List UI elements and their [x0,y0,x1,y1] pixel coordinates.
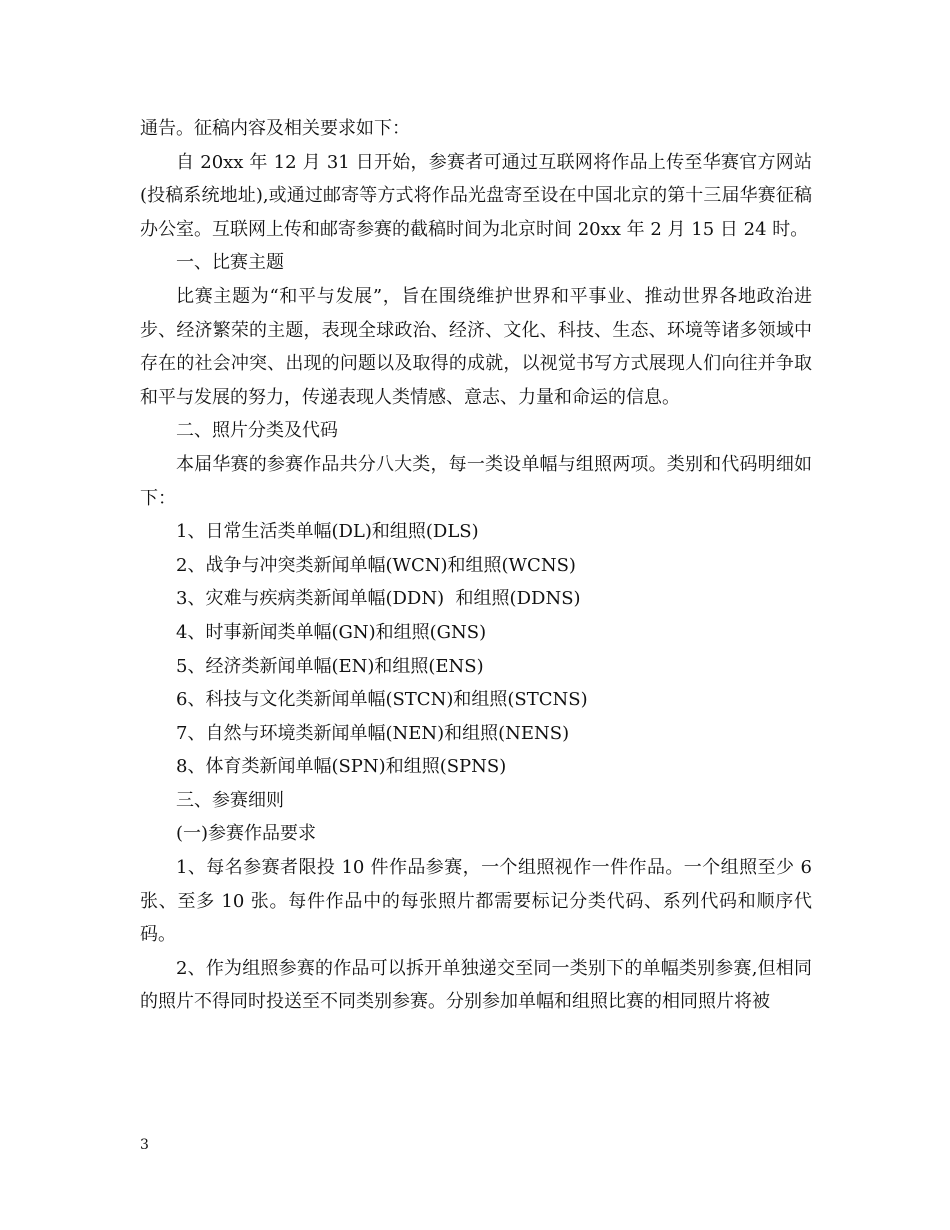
paragraph: 通告。征稿内容及相关要求如下： [140,118,410,139]
section-heading: 二、照片分类及代码 [176,420,338,442]
paragraph: 本届华赛的参赛作品共分八大类，每一类设单幅与组照两项。类别和代码明细如下： [140,453,812,509]
list-item: 5、经济类新闻单幅(EN)和组照(ENS) [176,655,484,677]
document-body [140,112,812,1019]
list-item: 1、日常生活类单幅(DL)和组照(DLS) [176,521,479,543]
list-item: 7、自然与环境类新闻单幅(NEN)和组照(NENS) [176,722,570,744]
list-item: 3、灾难与疾病类新闻单幅(DDN) 和组照(DDNS) [176,588,581,610]
paragraph: 1、每名参赛者限投 10 件作品参赛，一个组照视作一件作品。一个组照至少 6 张、至多 10 张。每件作品中的每张照片都需要标记分类代码、系列代码和顺序代码。 [140,857,812,946]
section-heading: 一、比赛主题 [176,252,284,274]
paragraph: 2、作为组照参赛的作品可以拆开单独递交至同一类别下的单幅类别参赛,但相同的照片不得同时投送至不同类别参赛。分别参加单幅和组照比赛的相同照片将被 [140,957,812,1013]
list-item: 8、体育类新闻单幅(SPN)和组照(SPNS) [176,756,507,778]
list-item: 4、时事新闻类单幅(GN)和组照(GNS) [176,621,487,643]
paragraph: 比赛主题为“和平与发展”，旨在围绕维护世界和平事业、推动世界各地政治进步、经济繁荣的主题，表现全球政治、经济、文化、科技、生态、环境等诸多领域中存在的社会冲突、出现的问题以及取得的成就，以视觉书写方式展现人们向往并争取和平与发展的努力，传递表现人类情感、意志、力量和命运的信息。 [140,285,812,408]
paragraph: 自 20xx 年 12 月 31 日开始，参赛者可通过互联网将作品上传至华赛官方网站(投稿系统地址),或通过邮寄等方式将作品光盘寄至设在中国北京的第十三届华赛征稿办公室。互联网上传和邮寄参赛的截稿时间为北京时间 20xx 年 2 月 15 日 24 时。 [140,151,812,240]
list-item: 2、战争与冲突类新闻单幅(WCN)和组照(WCNS) [176,554,576,576]
subsection-heading: (一)参赛作品要求 [176,823,317,845]
section-heading: 三、参赛细则 [176,789,284,811]
list-item: 6、科技与文化类新闻单幅(STCN)和组照(STCNS) [176,689,588,711]
page-number: 3 [140,1137,149,1153]
